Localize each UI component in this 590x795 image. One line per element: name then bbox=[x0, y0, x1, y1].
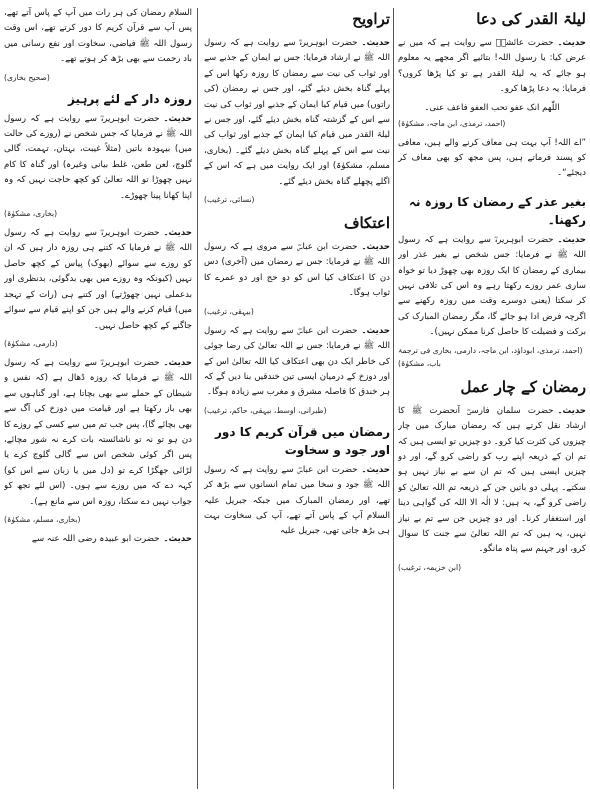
hadith-paragraph bbox=[204, 36, 390, 190]
hadith-text: حضرت ابوہریرہؓ سے روایت ہے کہ رسول اللہ ﷺ نے فرمایا کہ جس شخص نے (روزے کی حالت میں) بیہودہ باتیں (مثلاً غیبت، بہتان، تہمت، گالی گلوچ، لعن طعن، غلط بیانی وغیرہ) اور گناہ کا کام نہیں چھوڑا تو اللہ تعالیٰ کو کچھ حاجت نہیں کہ وہ اپنا کھانا پینا چھوڑے۔ bbox=[4, 113, 192, 201]
hadith-label: حدیث۔ bbox=[361, 325, 390, 336]
hadith-text: حضرت عائشہؓ سے روایت ہے کہ میں نے عرض کیا: یا رسول اللہ! بتائیے اگر مجھے یہ معلوم ہو جائے کہ یہ لیلۃ القدر ہے تو کیا پڑھا کروں؟ فرمایا: یہ دعا پڑھا کرو۔ bbox=[398, 38, 586, 95]
source-citation: (دارمی، مشکوٰۃ) bbox=[4, 338, 58, 348]
source-citation: (احمد، ترمذی، ابن ماجہ، مشکوٰۃ) bbox=[398, 118, 506, 128]
heading-four-deeds: رمضان کے چار عمل bbox=[460, 377, 586, 396]
dua-text: اللّٰھم انک عفو تحب العفو فاعف عنی۔ bbox=[424, 102, 560, 113]
source-citation: (بخاری، مسلم، مشکوٰۃ) bbox=[4, 514, 81, 524]
column-middle bbox=[204, 6, 390, 791]
hadith-text: حضرت ابن عباسؓ سے مروی ہے کہ رسول اللہ ﷺ نے فرمایا: جس نے رمضان میں (آخری) دس دن کا اعتکاف کیا اس کو دو حج اور دو عمرے کا ثواب ہوگا۔ bbox=[204, 242, 390, 299]
heading-quran-generosity: رمضان میں قرآن کریم کا دور اور جود و سخاوت bbox=[215, 424, 390, 457]
hadith-paragraph bbox=[398, 36, 586, 98]
column-left bbox=[4, 6, 192, 791]
hadith-label: حدیث۔ bbox=[557, 234, 586, 245]
hadith-paragraph bbox=[398, 233, 586, 341]
hadith-label: حدیث۔ bbox=[163, 533, 192, 544]
hadith-text: حضرت ابن عباسؓ سے روایت ہے کہ رسول اللہ ﷺ نے فرمایا: جس نے اللہ تعالیٰ کی رضا جوئی کی خاطر ایک دن بھی اعتکاف کیا اللہ تعالیٰ اس کے اور دوزخ کے درمیان ایسی تین خندقیں بنا دیں گے کہ ہر خندق کا فاصلہ مشرق و مغرب سے زیادہ ہوگا۔ bbox=[204, 325, 390, 398]
hadith-paragraph bbox=[4, 112, 192, 204]
hadith-label: حدیث۔ bbox=[163, 228, 192, 239]
hadith-continuation: السلام رمضان کی ہر رات میں آپ کے پاس آتے تھے، پس آپ سے قرآن کریم کا دور کرتے تھے، اس وقت رسول اللہ ﷺ فیاضی، سخاوت اور نفع رسانی میں باد رحمت سے بھی بڑھ کر ہوتے تھے۔ bbox=[4, 8, 192, 65]
hadith-paragraph bbox=[4, 356, 192, 510]
hadith-label: حدیث۔ bbox=[361, 464, 390, 475]
source-citation: (بخاری، مشکوٰۃ) bbox=[4, 209, 58, 219]
hadith-label: حدیث۔ bbox=[163, 113, 192, 124]
hadith-paragraph bbox=[204, 463, 390, 540]
source-citation: (ابن خزیمہ، ترغیب) bbox=[398, 562, 462, 572]
source-citation: (طبرانی، اوسط، بیہقی، حاکم، ترغیب) bbox=[204, 405, 327, 415]
hadith-paragraph bbox=[4, 532, 192, 547]
hadith-text: حضرت ابوہریرہؓ سے روایت ہے کہ رسول اللہ ﷺ نے ارشاد فرمایا: جس نے ایمان کے جذبے سے اور ثواب کی نیت سے رمضان کا روزہ رکھا اس کے پہلے گناہ بخش دیئے گئے، اور جس نے رمضان (کی راتوں) میں قیام کیا ایمان کے جذبے اور ثواب کی نیت سے اس کے گزشتہ گناہ بخش دیئے گئے، اور جس نے لیلۃ القدر میں قیام کیا ایمان کے جذبے اور ثواب کی نیت سے اس کے پہلے گناہ بخش دیئے گئے۔ (بخاری، مسلم، مشکوٰۃ) اور ایک روایت میں ہے کہ اس کے اگلے پچھلے گناہ بخش دیئے گئے۔ bbox=[204, 38, 390, 187]
source-citation: (نسائی، ترغیب) bbox=[204, 195, 255, 205]
source-citation: (احمد، ترمذی، ابوداؤد، ابن ماجہ، دارمی، بخاری فی ترجمۃ باب، مشکوٰۃ) bbox=[398, 345, 583, 368]
hadith-paragraph bbox=[204, 240, 390, 302]
source-citation: (صحیح بخاری) bbox=[4, 72, 50, 82]
hadith-label: حدیث۔ bbox=[361, 242, 390, 253]
hadith-text: حضرت ابو عبیدہ رضی اللہ عنہ سے bbox=[31, 533, 160, 544]
dua-meaning: ”اے اللہ! آپ بہت ہی معاف کرنے والے ہیں، معافی کو پسند فرماتے ہیں، پس مجھ کو بھی معاف کر دیجئے“۔ bbox=[398, 137, 586, 179]
hadith-text: حضرت ابوہریرہؓ سے روایت ہے کہ رسول اللہ ﷺ نے فرمایا کہ کتنے ہی روزہ دار ہیں کہ ان کو روزے سے سوائے (بھوک) پیاس کے کچھ حاصل نہیں (کیونکہ وہ روزے میں بھی بدگوئی، بدنظری اور بدعملی نہیں چھوڑتے) اور کتنے ہی (رات کے تہجد میں) قیام کرنے والے ہیں جن کو اپنے قیام سے سوائے جاگنے کے کچھ حاصل نہیں۔ bbox=[4, 228, 192, 331]
column-right bbox=[398, 6, 586, 791]
source-citation: (بیہقی، ترغیب) bbox=[204, 306, 254, 316]
hadith-label: حدیث۔ bbox=[557, 38, 586, 48]
heading-laylat-al-qadr-dua: لیلۃ القدر کی دعا bbox=[476, 10, 586, 28]
hadith-text: حضرت ابوہریرہؓ سے روایت ہے کہ رسول اللہ ﷺ نے فرمایا کہ روزہ ڈھال ہے (کہ نفس و شیطان کے حملے سے بھی بچاتا ہے، اور گناہوں سے بھی باز رکھتا ہے اور قیامت میں دوزخ کی آگ سے بھی بچائے گا)، پس جب تم میں سے کسی کے روزے کا دن ہو تو نہ تو ناشائستہ بات کرے نہ شور مچائے، پس اگر کوئی شخص اس سے گالی گلوچ کرے یا لڑائی جھگڑا کرے تو (دل میں یا زبان سے اس کو) کہہ دے کہ میں روزے سے ہوں۔ (اس لئے تجھ کو جواب نہیں دے سکتا، روزہ اس سے مانع ہے)۔ bbox=[4, 357, 192, 507]
heading-taraweeh: تراویح bbox=[352, 10, 390, 28]
heading-fasting-abstinence: روزہ دار کے لئے پرہیز bbox=[67, 91, 192, 106]
hadith-paragraph bbox=[204, 324, 390, 401]
hadith-label: حدیث۔ bbox=[557, 405, 586, 416]
heading-missed-fast: بغیر عذر کے رمضان کا روزہ نہ رکھنا۔ bbox=[409, 194, 586, 227]
column-divider bbox=[197, 8, 198, 789]
hadith-text: حضرت سلمان فارسیؓ آنحضرت ﷺ کا ارشاد نقل کرتے ہیں کہ رمضان مبارک میں چار چیزوں کی کثرت کیا کرو۔ دو چیزیں تو ایسی ہیں کہ تم ان کے ذریعہ اپنے رب کو راضی کرو گے، اور دو چیزیں ایسی ہیں کہ تم ان سے بے نیاز نہیں ہو سکتے۔ پہلی دو باتیں جن کے ذریعہ تم اللہ تعالیٰ کو راضی کرو گے، یہ ہیں: لا الٰہ الا اللہ کی گواہی دینا اور استغفار کرنا۔ اور دو چیزیں جن سے تم بے نیاز نہیں، یہ ہیں کہ تم اللہ تعالیٰ سے جنت کا سوال کرو، اور جہنم سے پناہ مانگو۔ bbox=[398, 405, 586, 555]
hadith-text: حضرت ابن عباسؓ سے روایت ہے کہ رسول اللہ ﷺ جود و سخا میں تمام انسانوں سے بڑھ کر تھے، اور رمضان المبارک میں جبکہ جبریل علیہ السلام آپ کے پاس آتے تھے، آپ کی سخاوت بہت ہی بڑھ جاتی تھی، جبریل علیہ bbox=[204, 464, 390, 537]
hadith-text: حضرت ابوہریرہؓ سے روایت ہے کہ رسول اللہ ﷺ نے فرمایا: جس شخص نے بغیر عذر اور بیماری کے رمضان کا ایک روزہ بھی چھوڑ دیا تو خواہ ساری عمر روزے رکھتا رہے وہ اس کی تلافی نہیں کر سکتا (یعنی دوسرے وقت میں روزہ رکھنے سے اگرچہ فرض ادا ہو جائے گا، مگر رمضان المبارک کی برکت و فضیلت کا حاصل کرنا ممکن نہیں)۔ bbox=[398, 234, 586, 338]
column-divider bbox=[393, 8, 394, 789]
heading-itikaf: اعتکاف bbox=[343, 214, 390, 233]
hadith-label: حدیث۔ bbox=[361, 38, 390, 48]
hadith-paragraph bbox=[398, 404, 586, 558]
hadith-paragraph bbox=[4, 226, 192, 334]
hadith-label: حدیث۔ bbox=[163, 357, 192, 368]
